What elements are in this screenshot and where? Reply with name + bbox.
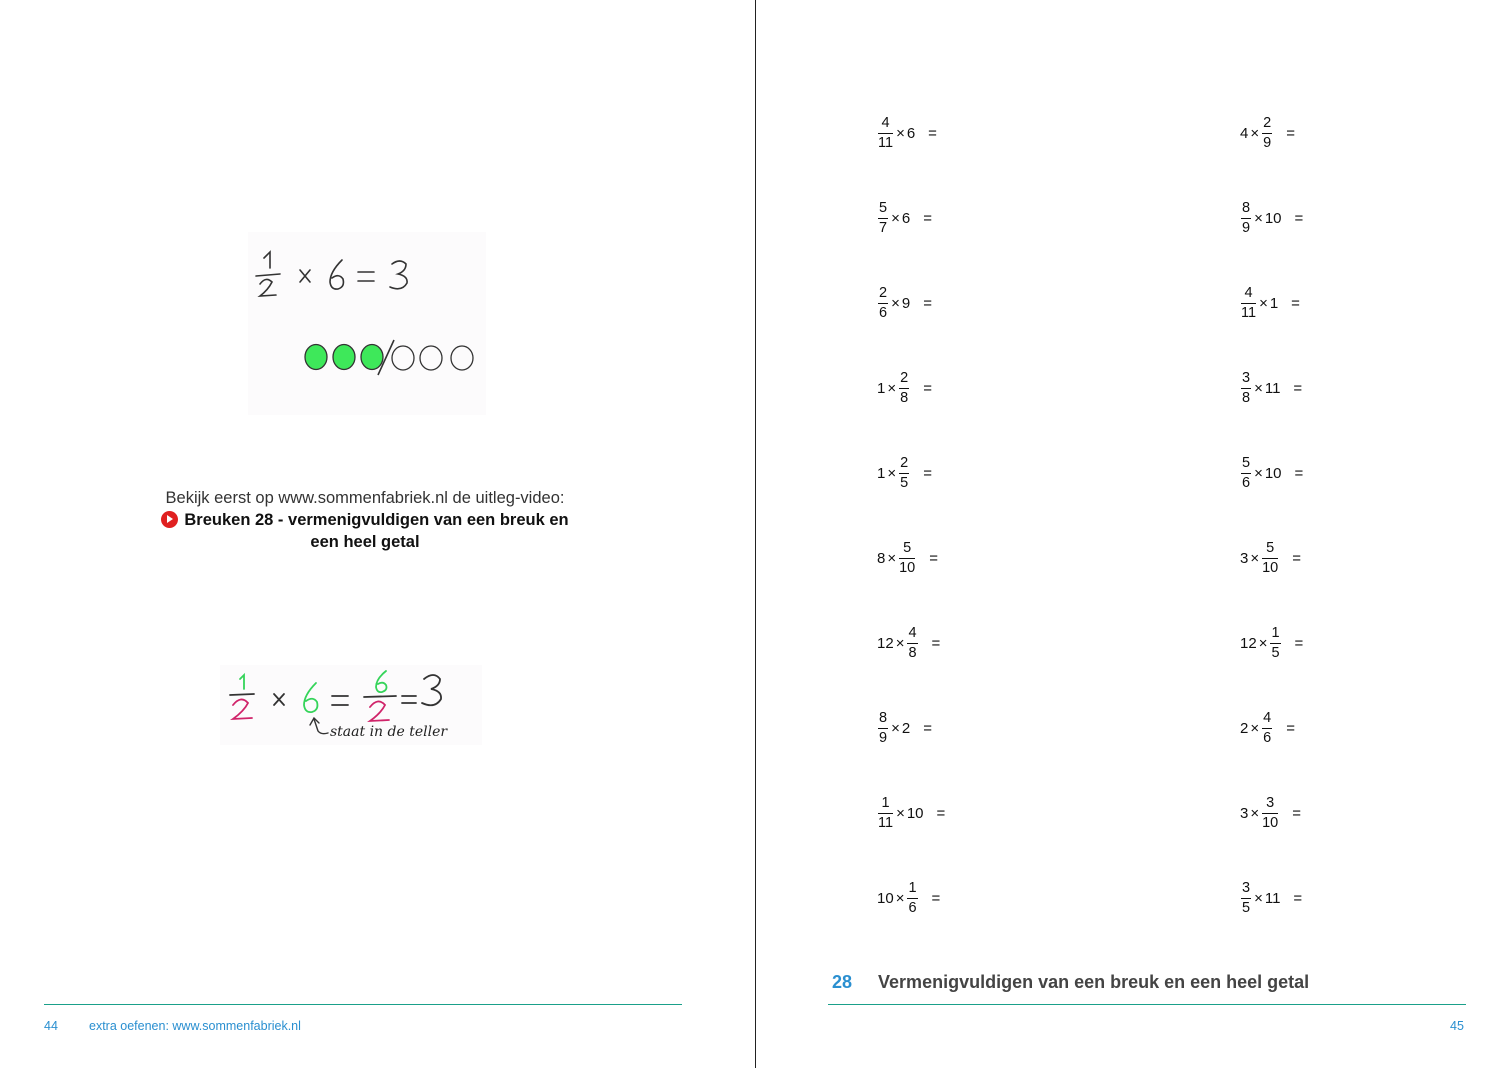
fraction [876, 286, 890, 320]
page-number-right: 45 [1450, 1019, 1464, 1033]
fraction-numerator: 5 [903, 540, 912, 556]
exercise-row [876, 793, 945, 833]
times-sign: × [887, 464, 897, 482]
fraction-numerator: 5 [1242, 455, 1251, 471]
equals-sign: = [931, 889, 941, 907]
times-sign: × [1254, 379, 1263, 397]
fraction [876, 796, 895, 830]
equals-sign: = [923, 209, 932, 227]
times-sign: × [1250, 124, 1260, 142]
video-title-line1[interactable]: Breuken 28 - vermenigvuldigen van een breuk en [184, 511, 569, 529]
exercise-row [1239, 878, 1303, 918]
whole-number: 3 [1240, 804, 1249, 822]
dot-filled-3 [361, 345, 383, 370]
exercise-row [876, 623, 945, 663]
dot-filled-1 [305, 345, 327, 370]
times-sign: × [1254, 889, 1263, 907]
times-sign: × [891, 294, 900, 312]
fraction-numerator: 2 [900, 370, 909, 386]
times-sign: × [1254, 464, 1263, 482]
fraction-denominator: 5 [1271, 644, 1280, 661]
equals-sign: = [931, 634, 941, 652]
fraction [1260, 796, 1280, 830]
times-sign: × [1259, 294, 1268, 312]
times-sign: × [891, 209, 900, 227]
fraction-denominator: 11 [878, 134, 894, 151]
whole-number: 11 [1264, 889, 1281, 907]
fraction [905, 626, 919, 660]
fraction-denominator: 6 [879, 304, 888, 321]
fraction [897, 371, 911, 405]
whole-number: 1 [877, 379, 886, 397]
video-title-line2[interactable]: een heel getal [310, 533, 420, 551]
fraction-numerator: 3 [1266, 795, 1275, 811]
fraction-denominator: 10 [899, 559, 916, 576]
fraction [905, 881, 919, 915]
fraction-numerator: 8 [1242, 200, 1251, 216]
equals-sign: = [1294, 634, 1304, 652]
fraction-denominator: 10 [1262, 559, 1279, 576]
fraction [897, 541, 917, 575]
sketch-equation-dots [248, 232, 486, 415]
section-heading [832, 972, 1309, 993]
footer-rule [828, 1004, 1466, 1005]
exercise-row [876, 368, 945, 408]
whole-number: 11 [1264, 379, 1281, 397]
equals-sign: = [1293, 379, 1303, 397]
section-title: Vermenigvuldigen van een breuk en een heel getal [878, 972, 1310, 992]
whole-number: 6 [906, 124, 916, 142]
equals-sign: = [1294, 209, 1304, 227]
times-sign: × [896, 804, 905, 822]
fraction-numerator: 1 [908, 880, 917, 896]
fraction-numerator: 5 [1266, 540, 1275, 556]
equals-sign: = [923, 719, 932, 737]
right-page [756, 0, 1511, 1068]
fraction-denominator: 5 [1242, 899, 1251, 916]
times-sign: × [887, 379, 897, 397]
sketch-annotation: staat in de teller [330, 724, 448, 740]
dot-empty-3 [451, 346, 473, 370]
fraction-denominator: 7 [879, 219, 888, 236]
equals-sign: = [928, 124, 937, 142]
times-sign: × [895, 634, 905, 652]
fraction-numerator: 4 [908, 625, 917, 641]
equals-sign: = [1292, 804, 1302, 822]
sketch-equation-numerator [220, 665, 482, 745]
equals-sign: = [1286, 124, 1295, 142]
times-sign: × [1250, 719, 1260, 737]
fraction-denominator: 8 [908, 644, 917, 661]
fraction [1260, 541, 1280, 575]
equals-sign: = [1291, 294, 1300, 312]
exercise-row [1239, 708, 1303, 748]
fraction-denominator: 9 [879, 729, 888, 746]
times-sign: × [891, 719, 900, 737]
exercise-row [876, 198, 945, 238]
left-page [0, 0, 755, 1068]
exercise-column-left [876, 113, 945, 918]
fraction [1260, 711, 1274, 745]
exercise-row [1239, 793, 1303, 833]
fraction-numerator: 3 [1242, 370, 1251, 386]
equals-sign: = [936, 804, 946, 822]
times-sign: × [887, 549, 897, 567]
fraction-denominator: 9 [1263, 134, 1272, 151]
video-instruction [100, 487, 630, 553]
times-sign: × [1250, 549, 1260, 567]
fraction [1260, 116, 1274, 150]
whole-number: 10 [1264, 209, 1282, 227]
fraction-denominator: 11 [1241, 304, 1257, 321]
exercise-row [876, 283, 945, 323]
exercise-row [1239, 198, 1303, 238]
fraction [876, 201, 890, 235]
whole-number: 9 [901, 294, 911, 312]
times-sign: × [1250, 804, 1260, 822]
whole-number: 8 [877, 549, 886, 567]
whole-number: 12 [1240, 634, 1257, 652]
fraction-numerator: 2 [1263, 115, 1272, 131]
equals-sign: = [923, 464, 932, 482]
exercise-row [1239, 623, 1303, 663]
fraction [1239, 881, 1253, 915]
fraction [876, 116, 895, 150]
fraction [876, 711, 890, 745]
handwritten-example-dots [248, 232, 486, 415]
equals-sign: = [1294, 464, 1304, 482]
fraction-denominator: 6 [1242, 474, 1251, 491]
video-link[interactable] [100, 509, 630, 531]
exercise-row [876, 453, 945, 493]
equals-sign: = [1292, 549, 1302, 567]
exercise-row [876, 538, 945, 578]
fraction-numerator: 1 [881, 795, 890, 811]
fraction-numerator: 4 [1244, 285, 1253, 301]
exercise-row [1239, 283, 1303, 323]
times-sign: × [1258, 634, 1268, 652]
times-sign: × [895, 889, 905, 907]
whole-number: 10 [1264, 464, 1282, 482]
handwritten-example-numerator [220, 665, 482, 745]
fraction-numerator: 5 [879, 200, 888, 216]
fraction-numerator: 4 [1263, 710, 1272, 726]
exercise-row [1239, 538, 1303, 578]
exercise-row [876, 708, 945, 748]
whole-number: 1 [1269, 294, 1279, 312]
equals-sign: = [929, 549, 939, 567]
fraction-denominator: 6 [1263, 729, 1272, 746]
exercise-row [876, 113, 945, 153]
section-number: 28 [832, 972, 853, 992]
whole-number: 6 [901, 209, 911, 227]
fraction-numerator: 4 [881, 115, 890, 131]
whole-number: 2 [901, 719, 911, 737]
exercise-row [1239, 453, 1303, 493]
fraction [1239, 456, 1253, 490]
whole-number: 1 [877, 464, 886, 482]
whole-number: 2 [1240, 719, 1249, 737]
fraction [1239, 371, 1253, 405]
whole-number: 10 [877, 889, 894, 907]
fraction-denominator: 5 [900, 474, 909, 491]
fraction [1268, 626, 1282, 660]
exercise-row [1239, 368, 1303, 408]
fraction-denominator: 11 [878, 814, 894, 831]
dot-empty-2 [420, 346, 442, 370]
fraction-denominator: 9 [1242, 219, 1251, 236]
fraction [1239, 286, 1258, 320]
page-number-left: 44 [44, 1019, 58, 1033]
whole-number: 12 [877, 634, 894, 652]
exercise-row [876, 878, 945, 918]
play-icon[interactable] [161, 511, 178, 528]
fraction-denominator: 10 [1262, 814, 1279, 831]
equals-sign: = [1293, 889, 1303, 907]
times-sign: × [1254, 209, 1263, 227]
fraction-numerator: 2 [900, 455, 909, 471]
fraction-denominator: 8 [900, 389, 909, 406]
footer-link[interactable]: extra oefenen: www.sommenfabriek.nl [89, 1019, 301, 1033]
whole-number: 10 [906, 804, 924, 822]
whole-number: 4 [1240, 124, 1249, 142]
fraction [897, 456, 911, 490]
footer-rule [44, 1004, 682, 1005]
fraction [1239, 201, 1253, 235]
fraction-numerator: 3 [1242, 880, 1251, 896]
fraction-numerator: 2 [879, 285, 888, 301]
instruction-line: Bekijk eerst op www.sommenfabriek.nl de uitleg-video: [165, 489, 565, 507]
dot-filled-2 [333, 345, 355, 370]
times-sign: × [896, 124, 905, 142]
equals-sign: = [923, 294, 932, 312]
exercise-row [1239, 113, 1303, 153]
dot-empty-1 [392, 346, 414, 370]
fraction-denominator: 8 [1242, 389, 1251, 406]
equals-sign: = [1286, 719, 1295, 737]
fraction-numerator: 8 [879, 710, 888, 726]
fraction-denominator: 6 [908, 899, 917, 916]
whole-number: 3 [1240, 549, 1249, 567]
fraction-numerator: 1 [1271, 625, 1280, 641]
exercise-column-right [1239, 113, 1303, 918]
equals-sign: = [923, 379, 932, 397]
